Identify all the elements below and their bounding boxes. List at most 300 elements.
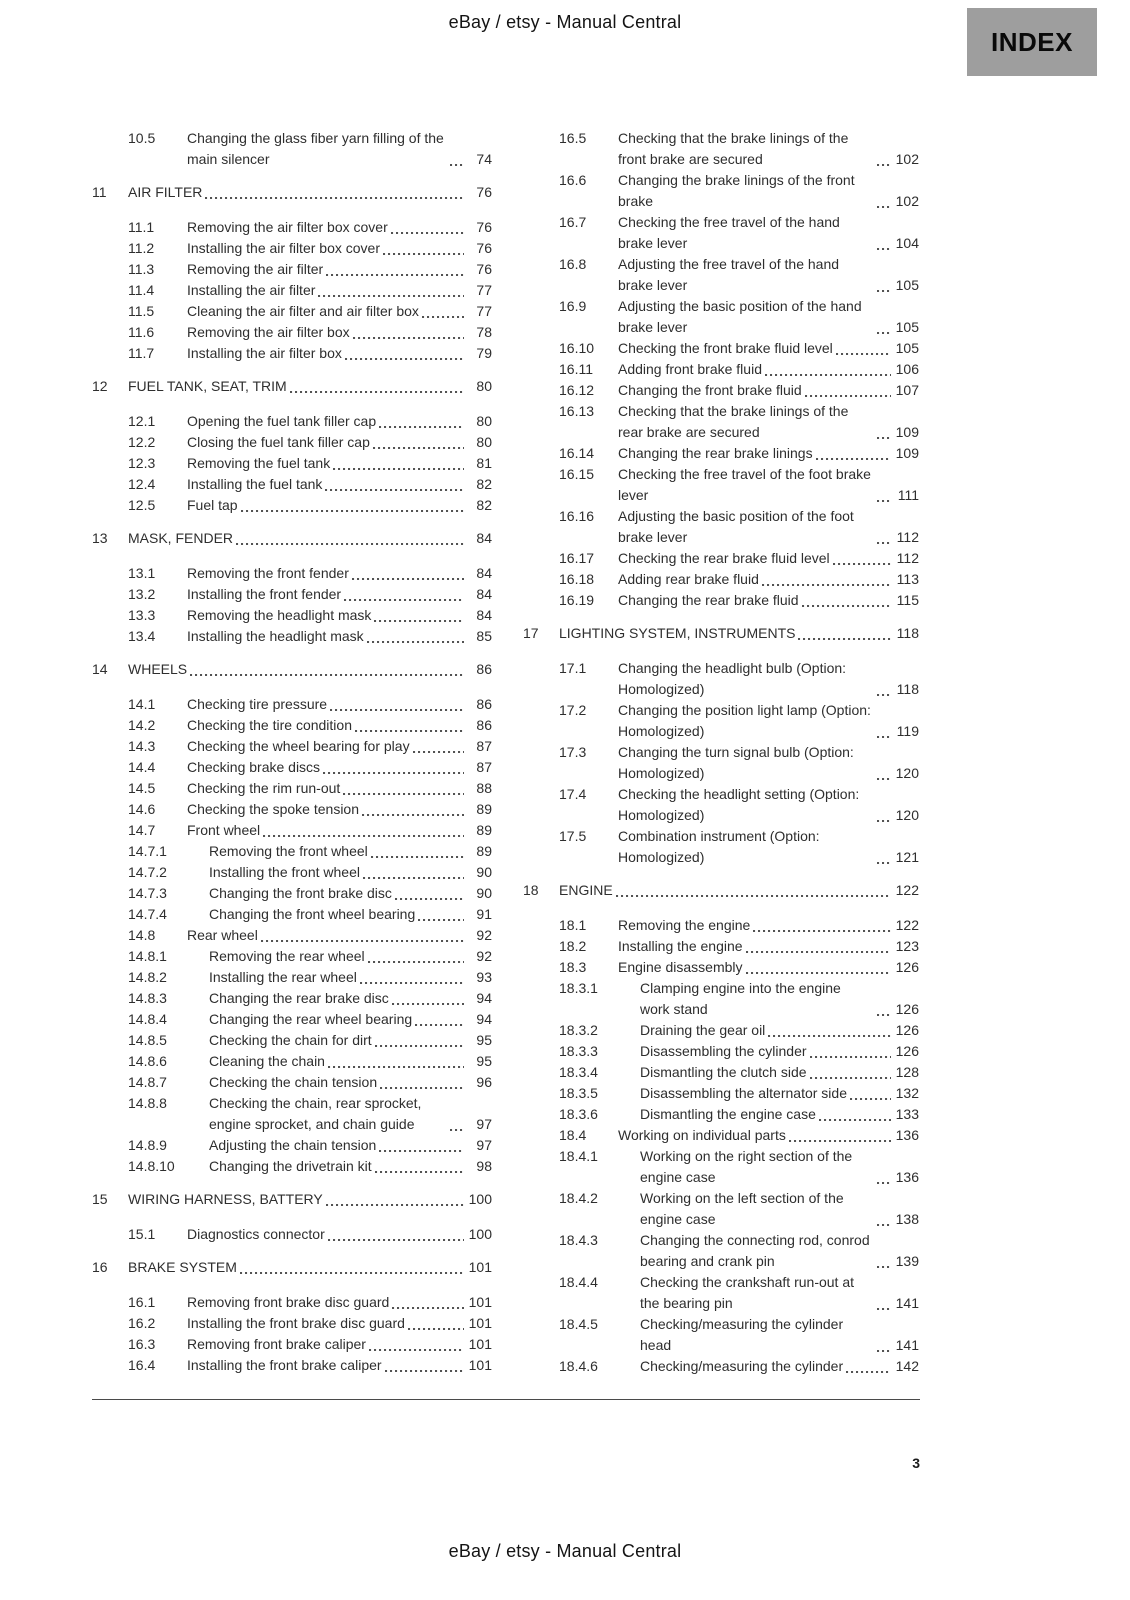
toc-leader-dots: [368, 961, 464, 963]
toc-entry-page: 109: [895, 424, 919, 440]
toc-entry-number: 14.8.2: [128, 969, 167, 985]
toc-entry-title: Changing the rear brake fluid: [618, 592, 799, 608]
toc-entry-body: [618, 254, 919, 296]
toc-entry-body: [128, 659, 492, 680]
toc-entry-body: [209, 1156, 492, 1177]
toc-entry: [92, 1334, 492, 1355]
toc-entry-number: 16: [92, 1259, 108, 1275]
toc-entry-title: Removing the headlight mask: [187, 607, 372, 623]
toc-leader-dots: [418, 919, 464, 921]
toc-entry-title: Working on individual parts: [618, 1127, 786, 1143]
toc-entry-body: [640, 1356, 919, 1377]
toc-leader-dots: [363, 877, 464, 879]
toc-entry-page: 133: [895, 1106, 919, 1122]
toc-entry: [523, 1083, 919, 1104]
toc-entry: [92, 584, 492, 605]
toc-entry-title: Changing the rear wheel bearing: [209, 1011, 413, 1027]
toc-entry-page: 90: [476, 864, 492, 880]
toc-leader-dots: [810, 1077, 891, 1079]
toc-leader-dots: [877, 1224, 891, 1226]
toc-entry-title: Working on the right section of the engine case: [640, 1148, 853, 1185]
toc-entry: [92, 862, 492, 883]
toc-entry-page: 120: [895, 765, 919, 781]
toc-entry-number: 14.2: [128, 717, 156, 733]
toc-entry-title: Checking the tire condition: [187, 717, 352, 733]
toc-entry-body: [618, 658, 919, 700]
toc-leader-dots: [236, 543, 464, 545]
toc-entry-body: [187, 778, 492, 799]
toc-entry-title: Adding rear brake fluid: [618, 571, 759, 587]
toc-entry-page: 105: [895, 340, 919, 356]
toc-leader-dots: [328, 1066, 464, 1068]
toc-entry-page: 89: [476, 822, 492, 838]
toc-entry-number: 16.10: [559, 340, 595, 356]
toc-entry-body: [187, 474, 492, 495]
toc-entry-page: 112: [896, 529, 919, 545]
toc-entry-title: Removing the air filter box: [187, 324, 350, 340]
toc-leader-dots: [385, 1370, 464, 1372]
toc-entry-title: Changing the headlight bulb (Option: Homologized): [618, 660, 847, 697]
toc-entry-body: [187, 563, 492, 584]
toc-entry-body: [618, 742, 919, 784]
toc-entry-page: 85: [476, 628, 492, 644]
toc-entry-body: [128, 1257, 492, 1278]
toc-leader-dots: [877, 437, 891, 439]
toc-entry-page: 101: [468, 1357, 492, 1373]
toc-entry-number: 14.7.1: [128, 843, 167, 859]
toc-entry-body: [209, 1051, 492, 1072]
toc-entry: [92, 343, 492, 364]
toc-leader-dots: [753, 930, 891, 932]
toc-entry-body: [640, 1083, 919, 1104]
toc-entry-number: 14.8.10: [128, 1158, 175, 1174]
toc-entry-page: 86: [476, 696, 492, 712]
toc-entry: [92, 182, 492, 203]
toc-entry-body: [187, 1334, 492, 1355]
toc-entry-page: 84: [476, 530, 492, 546]
toc-entry: [523, 1041, 919, 1062]
toc-entry-page: 136: [895, 1127, 919, 1143]
toc-entry-page: 90: [476, 885, 492, 901]
toc-entry-body: [187, 322, 492, 343]
toc-entry-page: 102: [895, 193, 919, 209]
toc-entry-title: Engine disassembly: [618, 959, 743, 975]
toc-entry-title: Fuel tap: [187, 497, 238, 513]
toc-entry-page: 132: [895, 1085, 919, 1101]
toc-entry-title: Adjusting the basic position of the hand brake lever: [618, 298, 862, 335]
toc-entry-body: [618, 464, 919, 506]
toc-entry-number: 16.8: [559, 256, 587, 272]
toc-entry-number: 11.5: [128, 303, 155, 319]
toc-entry-number: 17.3: [559, 744, 587, 760]
footer-divider: [92, 1399, 920, 1400]
toc-entry-page: 84: [476, 565, 492, 581]
toc-leader-dots: [375, 1045, 464, 1047]
footer-title: eBay / etsy - Manual Central: [448, 1541, 682, 1561]
toc-entry-number: 11.3: [128, 261, 155, 277]
toc-entry-body: [187, 820, 492, 841]
toc-entry-title: Checking the rear brake fluid level: [618, 550, 830, 566]
toc-leader-dots: [362, 814, 464, 816]
toc-entry-number: 18.4.5: [559, 1316, 598, 1332]
toc-entry-number: 17.1: [559, 660, 587, 676]
toc-entry-page: 141: [895, 1295, 919, 1311]
toc-entry-page: 77: [476, 282, 492, 298]
toc-entry-body: [187, 217, 492, 238]
toc-entry-title: Installing the air filter box cover: [187, 240, 380, 256]
toc-entry-title: Checking the chain, rear sprocket, engine sprocket, and chain guide: [209, 1095, 422, 1132]
toc-entry-number: 18.4.3: [559, 1232, 598, 1248]
toc-entry-title: Rear wheel: [187, 927, 258, 943]
toc-entry-title: Changing the rear brake linings: [618, 445, 813, 461]
toc-entry-number: 18.3.6: [559, 1106, 598, 1122]
toc-leader-dots: [877, 1350, 891, 1352]
toc-entry-body: [187, 694, 492, 715]
toc-entry: [92, 883, 492, 904]
toc-entry-body: [640, 1146, 919, 1188]
toc-entry: [92, 757, 492, 778]
toc-entry: [92, 605, 492, 626]
toc-entry-number: 16.11: [559, 361, 593, 377]
toc-entry: [523, 700, 919, 742]
toc-entry-title: Checking the free travel of the hand brake lever: [618, 214, 840, 251]
toc-entry-title: Installing the front brake caliper: [187, 1357, 382, 1373]
toc-leader-dots: [241, 510, 464, 512]
toc-leader-dots: [392, 1003, 464, 1005]
toc-entry-title: Installing the air filter box: [187, 345, 342, 361]
toc-entry-number: 14.7.2: [128, 864, 167, 880]
toc-entry-title: Checking the wheel bearing for play: [187, 738, 410, 754]
toc-entry-body: [128, 528, 492, 549]
toc-entry-number: 12.5: [128, 497, 156, 513]
toc-entry-page: 89: [476, 843, 492, 859]
toc-entry-page: 105: [895, 277, 919, 293]
toc-entry-number: 16.1: [128, 1294, 156, 1310]
toc-entry: [92, 841, 492, 862]
toc-entry-page: 94: [476, 1011, 492, 1027]
toc-entry-number: 17.2: [559, 702, 587, 718]
toc-leader-dots: [360, 982, 464, 984]
toc-entry-number: 14.7.3: [128, 885, 167, 901]
toc-entry-number: 14.8.6: [128, 1053, 167, 1069]
toc-entry-title: Dismantling the clutch side: [640, 1064, 807, 1080]
toc-entry: [92, 1292, 492, 1313]
toc-entry-page: 139: [895, 1253, 919, 1269]
toc-leader-dots: [877, 736, 891, 738]
toc-leader-dots: [450, 1129, 464, 1131]
toc-entry-page: 121: [895, 849, 919, 865]
toc-entry: [92, 1030, 492, 1051]
toc-entry-body: [618, 443, 919, 464]
toc-entry-title: LIGHTING SYSTEM, INSTRUMENTS: [559, 625, 796, 641]
toc-entry-number: 14.8.5: [128, 1032, 167, 1048]
toc-entry-number: 11.6: [128, 324, 155, 340]
toc-entry-title: Removing the air filter box cover: [187, 219, 388, 235]
toc-entry: [92, 694, 492, 715]
toc-entry: [523, 1356, 919, 1377]
toc-entry-number: 18.4.1: [559, 1148, 598, 1164]
toc-leader-dots: [353, 337, 464, 339]
toc-entry-number: 11.2: [128, 240, 155, 256]
toc-entry-title: WHEELS: [128, 661, 188, 677]
toc-entry-page: 76: [476, 240, 492, 256]
toc-entry-number: 18.1: [559, 917, 587, 933]
toc-entry-number: 15: [92, 1191, 108, 1207]
toc-entry: [92, 659, 492, 680]
toc-entry-page: 97: [476, 1137, 492, 1153]
toc-entry-number: 12: [92, 378, 108, 394]
toc-entry-number: 16.4: [128, 1357, 156, 1373]
toc-entry-title: Checking tire pressure: [187, 696, 328, 712]
toc-entry: [523, 212, 919, 254]
toc-entry: [92, 715, 492, 736]
toc-entry-title: Disassembling the cylinder: [640, 1043, 807, 1059]
toc-entry-title: Checking the front brake fluid level: [618, 340, 833, 356]
toc-leader-dots: [877, 694, 891, 696]
toc-entry: [92, 238, 492, 259]
toc-entry-page: 89: [476, 801, 492, 817]
toc-entry-page: 74: [476, 151, 492, 167]
toc-entry-body: [618, 380, 919, 401]
toc-entry-title: Removing front brake caliper: [187, 1336, 366, 1352]
toc-entry-page: 119: [896, 723, 919, 739]
toc-entry: [523, 978, 919, 1020]
toc-entry-body: [209, 1135, 492, 1156]
toc-entry: [523, 296, 919, 338]
toc-entry-body: [187, 1224, 492, 1245]
toc-leader-dots: [450, 164, 464, 166]
toc-leader-dots: [877, 290, 891, 292]
toc-entry: [523, 1188, 919, 1230]
toc-leader-dots: [805, 395, 891, 397]
toc-leader-dots: [261, 940, 464, 942]
toc-entry-number: 16.17: [559, 550, 595, 566]
toc-entry-number: 18.4.2: [559, 1190, 598, 1206]
toc-entry-number: 16.9: [559, 298, 587, 314]
toc-entry-title: Changing the front brake disc: [209, 885, 392, 901]
toc-entry-title: Removing the front wheel: [209, 843, 368, 859]
toc-entry-body: [187, 128, 492, 170]
toc-entry: [92, 1257, 492, 1278]
toc-entry-title: Removing front brake disc guard: [187, 1294, 390, 1310]
index-label: INDEX: [967, 8, 1097, 76]
toc-leader-dots: [798, 638, 891, 640]
toc-entry-body: [209, 988, 492, 1009]
toc-entry-title: Removing the air filter: [187, 261, 324, 277]
toc-entry: [92, 1355, 492, 1376]
toc-entry: [523, 464, 919, 506]
toc-entry-title: Checking the crankshaft run-out at the bearing pin: [640, 1274, 855, 1311]
toc-entry-number: 16.2: [128, 1315, 156, 1331]
toc-leader-dots: [380, 1087, 464, 1089]
toc-entry-page: 86: [476, 717, 492, 733]
toc-entry: [92, 217, 492, 238]
toc-leader-dots: [877, 542, 891, 544]
toc-entry: [523, 548, 919, 569]
toc-entry: [523, 658, 919, 700]
table-of-contents: [92, 128, 919, 1377]
toc-leader-dots: [374, 620, 464, 622]
toc-entry-body: [128, 182, 492, 203]
toc-entry-number: 18.3.1: [559, 980, 598, 996]
toc-entry-body: [640, 1020, 919, 1041]
toc-entry-body: [187, 1292, 492, 1313]
toc-leader-dots: [240, 1272, 464, 1274]
toc-entry-number: 14.8.3: [128, 990, 167, 1006]
toc-entry-number: 16.6: [559, 172, 587, 188]
toc-entry-number: 14.8.8: [128, 1095, 167, 1111]
toc-entry-body: [618, 548, 919, 569]
toc-entry-number: 16.14: [559, 445, 595, 461]
toc-leader-dots: [344, 599, 464, 601]
toc-entry: [92, 432, 492, 453]
toc-entry-title: Adding front brake fluid: [618, 361, 762, 377]
toc-entry: [92, 563, 492, 584]
toc-entry-number: 18.3.2: [559, 1022, 598, 1038]
toc-entry-number: 14.3: [128, 738, 156, 754]
toc-entry-body: [209, 946, 492, 967]
toc-entry-title: Removing the engine: [618, 917, 751, 933]
toc-entry-page: 128: [895, 1064, 919, 1080]
toc-entry-title: Changing the turn signal bulb (Option: Homologized): [618, 744, 854, 781]
toc-entry-page: 111: [897, 487, 919, 503]
toc-entry-number: 13.1: [128, 565, 156, 581]
toc-leader-dots: [290, 391, 464, 393]
toc-entry-number: 17.4: [559, 786, 587, 802]
toc-entry-body: [640, 978, 919, 1020]
toc-entry-page: 105: [895, 319, 919, 335]
toc-entry: [523, 338, 919, 359]
toc-entry-body: [618, 128, 919, 170]
toc-entry-page: 82: [476, 476, 492, 492]
toc-entry: [92, 1135, 492, 1156]
toc-entry-page: 115: [896, 592, 919, 608]
toc-entry-number: 14.7.4: [128, 906, 167, 922]
toc-entry-body: [187, 1313, 492, 1334]
toc-leader-dots: [810, 1056, 891, 1058]
toc-entry-page: 76: [476, 219, 492, 235]
toc-entry-title: Installing the headlight mask: [187, 628, 364, 644]
toc-entry-number: 14.5: [128, 780, 156, 796]
toc-entry: [92, 128, 492, 170]
toc-entry: [92, 495, 492, 516]
toc-leader-dots: [877, 862, 891, 864]
toc-entry-page: 79: [476, 345, 492, 361]
toc-entry-page: 101: [468, 1315, 492, 1331]
toc-entry: [92, 528, 492, 549]
toc-entry-number: 11.1: [128, 219, 155, 235]
toc-entry-page: 81: [476, 455, 492, 471]
toc-entry-number: 14.8.4: [128, 1011, 167, 1027]
toc-entry-number: 16.15: [559, 466, 595, 482]
toc-entry-title: Front wheel: [187, 822, 261, 838]
toc-entry-number: 12.3: [128, 455, 156, 471]
toc-leader-dots: [833, 563, 891, 565]
toc-entry-page: 94: [476, 990, 492, 1006]
toc-entry-number: 13.4: [128, 628, 156, 644]
toc-entry: [92, 967, 492, 988]
toc-column-left: [92, 128, 492, 1376]
toc-entry-page: 100: [468, 1226, 492, 1242]
toc-entry-title: Adjusting the chain tension: [209, 1137, 377, 1153]
toc-entry-number: 18.4.4: [559, 1274, 598, 1290]
toc-entry-title: FUEL TANK, SEAT, TRIM: [128, 378, 287, 394]
toc-entry-body: [187, 495, 492, 516]
toc-entry-body: [618, 957, 919, 978]
toc-leader-dots: [355, 730, 464, 732]
toc-entry-body: [640, 1314, 919, 1356]
toc-entry-number: 14.6: [128, 801, 156, 817]
toc-leader-dots: [877, 820, 891, 822]
toc-entry: [92, 1072, 492, 1093]
toc-entry-title: Changing the connecting rod, conrod bearing and crank pin: [640, 1232, 870, 1269]
toc-entry-body: [187, 1355, 492, 1376]
toc-entry: [523, 359, 919, 380]
toc-entry-body: [618, 170, 919, 212]
toc-entry-page: 118: [896, 625, 919, 641]
toc-leader-dots: [392, 1307, 464, 1309]
toc-leader-dots: [789, 1140, 891, 1142]
toc-leader-dots: [877, 778, 891, 780]
toc-entry: [523, 957, 919, 978]
toc-entry-body: [187, 757, 492, 778]
toc-entry-title: Opening the fuel tank filler cap: [187, 413, 377, 429]
toc-leader-dots: [616, 895, 891, 897]
toc-leader-dots: [371, 856, 464, 858]
toc-entry-body: [187, 280, 492, 301]
toc-entry-title: Installing the front brake disc guard: [187, 1315, 405, 1331]
toc-entry-page: 101: [468, 1336, 492, 1352]
toc-entry-body: [618, 700, 919, 742]
toc-entry-page: 98: [476, 1158, 492, 1174]
toc-leader-dots: [836, 353, 891, 355]
toc-leader-dots: [330, 709, 464, 711]
toc-entry-body: [559, 880, 919, 901]
toc-entry-page: 91: [476, 906, 492, 922]
toc-entry-title: Installing the front fender: [187, 586, 342, 602]
toc-entry: [523, 742, 919, 784]
toc-entry-page: 84: [476, 607, 492, 623]
toc-entry: [92, 925, 492, 946]
toc-entry-title: Installing the rear wheel: [209, 969, 357, 985]
toc-entry-title: Removing the rear wheel: [209, 948, 365, 964]
toc-entry-title: Changing the glass fiber yarn filling of the main silencer: [187, 130, 444, 167]
toc-entry-body: [618, 569, 919, 590]
toc-entry-body: [618, 338, 919, 359]
toc-entry-page: 88: [476, 780, 492, 796]
toc-entry-page: 120: [895, 807, 919, 823]
toc-leader-dots: [205, 197, 464, 199]
toc-entry: [92, 988, 492, 1009]
toc-entry-page: 142: [895, 1358, 919, 1374]
toc-entry-number: 18.2: [559, 938, 587, 954]
toc-entry-body: [618, 826, 919, 868]
toc-entry-page: 76: [476, 184, 492, 200]
toc-entry: [523, 401, 919, 443]
toc-leader-dots: [746, 951, 891, 953]
toc-leader-dots: [373, 447, 464, 449]
toc-entry: [92, 736, 492, 757]
toc-entry-number: 14: [92, 661, 108, 677]
toc-leader-dots: [408, 1328, 464, 1330]
toc-entry-body: [618, 506, 919, 548]
toc-entry-title: Clamping engine into the engine work stand: [640, 980, 841, 1017]
toc-entry: [92, 904, 492, 925]
toc-entry-number: 13: [92, 530, 108, 546]
toc-entry: [523, 170, 919, 212]
toc-entry-body: [640, 1062, 919, 1083]
toc-entry-body: [618, 1125, 919, 1146]
